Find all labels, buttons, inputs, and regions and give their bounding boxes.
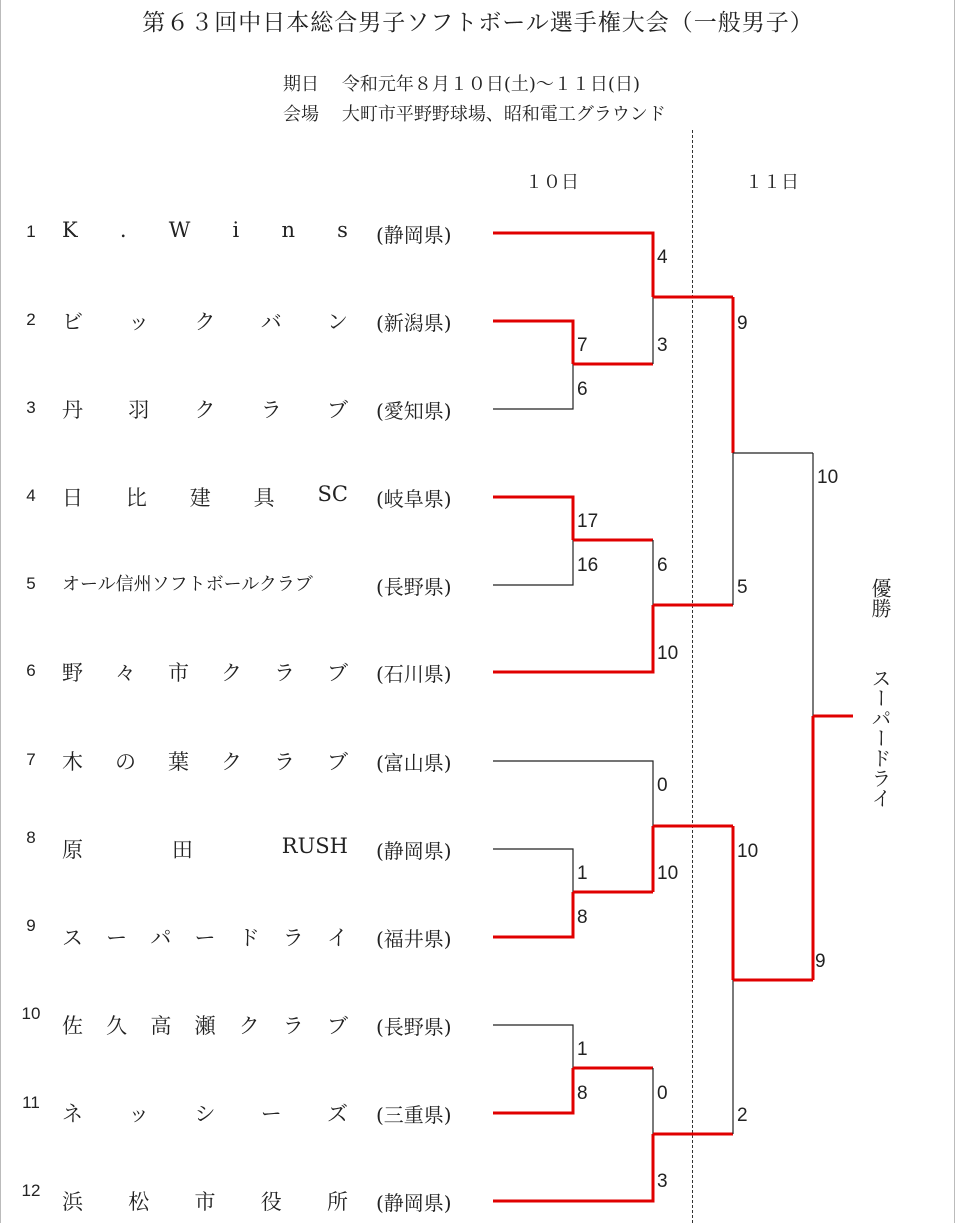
match-score: 17 xyxy=(577,511,599,532)
match-score: 0 xyxy=(657,775,668,796)
page-title: 第６３回中日本総合男子ソフトボール選手権大会（一般男子） xyxy=(142,10,814,36)
team-seed: 11 xyxy=(22,1093,40,1112)
team-name: 木 の 葉 ク ラ ブ xyxy=(62,750,348,774)
team-name: ネ ッ シ ー ズ xyxy=(62,1102,348,1126)
match-score: 3 xyxy=(657,1171,668,1192)
bracket-winner-line xyxy=(493,892,573,937)
match-score: 10 xyxy=(817,467,839,488)
date-value: 令和元年８月１０日(土)～１１日(日) xyxy=(341,74,640,95)
match-score: 7 xyxy=(577,335,588,356)
team-prefecture: (三重県) xyxy=(376,1103,452,1127)
team-prefecture: (福井県) xyxy=(376,927,452,951)
bracket-loser-line xyxy=(493,364,573,409)
team-seed: 5 xyxy=(26,574,36,593)
team-seed: 2 xyxy=(26,310,36,329)
team-name: 佐 久 高 瀬 ク ラ ブ xyxy=(62,1014,348,1038)
champion-name xyxy=(866,668,892,815)
team-name: ビ ッ ク バ ン xyxy=(62,310,348,334)
team-seed: 7 xyxy=(26,750,36,769)
team-prefecture: (新潟県) xyxy=(376,311,452,335)
match-score: 6 xyxy=(657,555,668,576)
match-score: 1 xyxy=(577,863,588,884)
team-seed: 3 xyxy=(26,398,36,417)
match-score: 10 xyxy=(657,643,679,664)
team-seed: 9 xyxy=(26,916,36,935)
bracket-winner-line xyxy=(493,1134,653,1201)
team-prefecture: (愛知県) xyxy=(376,399,452,423)
team-name: 野 々 市 ク ラ ブ xyxy=(62,661,348,685)
match-score: 0 xyxy=(657,1083,668,1104)
match-score: 5 xyxy=(737,577,748,598)
bracket-winner-line xyxy=(493,321,573,364)
team-prefecture: (静岡県) xyxy=(376,839,452,863)
match-score: 3 xyxy=(657,335,668,356)
champion-name-text: スーパードライ xyxy=(868,668,892,808)
bracket-loser-line xyxy=(493,540,573,585)
champion-label-text: 優勝 xyxy=(868,578,892,618)
match-score: 9 xyxy=(737,313,748,334)
bracket-winner-line xyxy=(493,605,653,672)
bracket-loser-line xyxy=(493,849,573,892)
match-score: 10 xyxy=(737,841,759,862)
match-score: 9 xyxy=(815,951,826,972)
bracket-loser-line xyxy=(493,1025,573,1068)
bracket-winner-line xyxy=(493,233,653,297)
champion-label xyxy=(866,578,892,625)
bracket-loser-line xyxy=(493,761,653,826)
team-name: 丹 羽 ク ラ ブ xyxy=(62,398,348,422)
bracket-winner-line xyxy=(493,497,573,540)
team-name: K . W i n s xyxy=(62,218,348,242)
team-prefecture: (長野県) xyxy=(376,1015,452,1039)
match-score: 6 xyxy=(577,379,588,400)
team-name: ス ー パ ー ド ラ イ xyxy=(62,926,348,950)
team-seed: 6 xyxy=(26,661,36,680)
venue-label: 会場 xyxy=(283,104,319,125)
date-label: 期日 xyxy=(283,74,319,95)
team-seed: 8 xyxy=(26,828,36,847)
bracket-winner-line xyxy=(493,1068,573,1113)
match-score: 16 xyxy=(577,555,599,576)
team-name: 日 比 建 具 SC xyxy=(62,482,348,510)
team-prefecture: (富山県) xyxy=(376,751,452,775)
day-label-first: １０日 xyxy=(525,172,579,193)
match-score: 2 xyxy=(737,1105,748,1126)
match-score: 8 xyxy=(577,1083,588,1104)
team-prefecture: (静岡県) xyxy=(376,223,452,247)
team-name: オール信州ソフトボールクラブ xyxy=(62,574,313,595)
team-prefecture: (静岡県) xyxy=(376,1191,452,1215)
team-name: 浜 松 市 役 所 xyxy=(62,1190,348,1214)
match-score: 10 xyxy=(657,863,679,884)
team-prefecture: (岐阜県) xyxy=(376,487,452,511)
team-seed: 4 xyxy=(26,486,36,505)
day-label-second: １１日 xyxy=(745,172,799,193)
team-prefecture: (石川県) xyxy=(376,662,452,686)
match-score: 1 xyxy=(577,1039,588,1060)
match-score: 8 xyxy=(577,907,588,928)
team-seed: 1 xyxy=(26,222,36,241)
team-seed: 10 xyxy=(21,1004,41,1023)
team-seed: 12 xyxy=(21,1181,41,1200)
match-score: 4 xyxy=(657,247,668,268)
team-name: 原 田 RUSH xyxy=(62,834,348,862)
team-prefecture: (長野県) xyxy=(376,575,452,599)
venue-value: 大町市平野野球場、昭和電工グラウンド xyxy=(341,104,666,125)
